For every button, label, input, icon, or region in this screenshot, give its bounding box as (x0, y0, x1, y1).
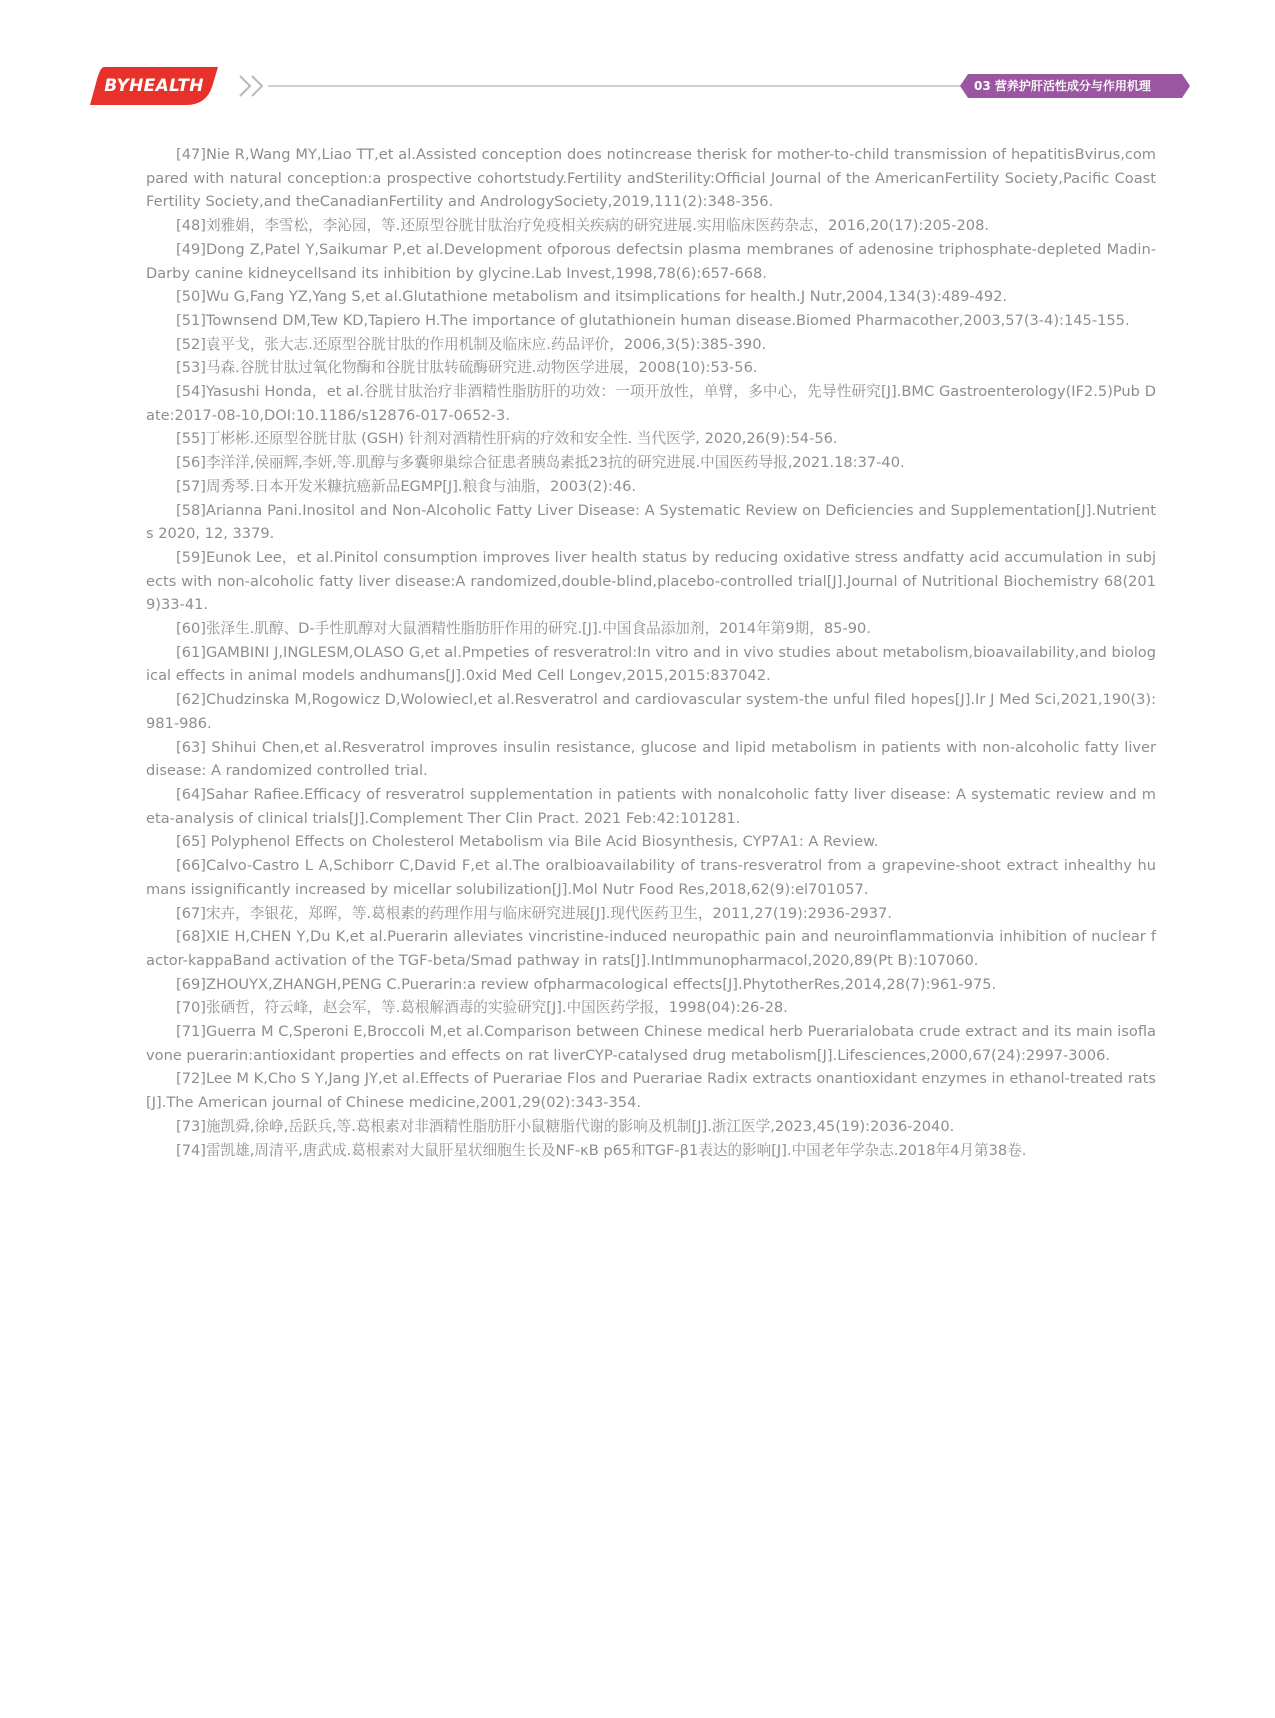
reference-item: [69]ZHOUYX,ZHANGH,PENG C.Puerarin:a review ofpharmacological effects[J].PhytotherRes,2014,28(7):961-975. (176, 975, 997, 993)
section-tag-label: 03 营养护肝活性成分与作用机理 (974, 79, 1151, 93)
reference-item: [72]Lee M K,Cho S Y,Jang JY,et al.Effects of Puerariae Flos and Puerariae Radix extracts onantioxidant enzymes in ethanol-treated rats[J].The American journal of Chinese medicine,2001,29(02):343-354. (146, 1070, 1156, 1112)
reference-item: [65] Polyphenol Effects on Cholesterol Metabolism via Bile Acid Biosynthesis, CYP7A1: A Review. (176, 833, 879, 851)
reference-item: [63] Shihui Chen,et al.Resveratrol improves insulin resistance, glucose and lipid metabolism in patients with non-alcoholic fatty liver disease: A randomized controlled trial. (146, 738, 1156, 780)
reference-item: [47]Nie R,Wang MY,Liao TT,et al.Assisted conception does notincrease therisk for mother-to-child transmission of hepatitisBvirus,compared with natural conception:a prospective cohortstudy.Fertility andSterility:Official Journal of the AmericanFertility Society,Pacific Coast Fertility Society,and theCanadianFertility and AndrologySociety,2019,111(2):348-356. (146, 146, 1156, 211)
reference-list (146, 143, 1156, 1162)
reference-item: [74]雷凯雄,周清平,唐武成.葛根素对大鼠肝星状细胞生长及NF-κB p65和TGF-β1表达的影响[J].中国老年学杂志.2018年4月第38卷. (176, 1141, 1027, 1159)
reference-item: [58]Arianna Pani.Inositol and Non-Alcoholic Fatty Liver Disease: A Systematic Review on Deficiencies and Supplementation[J].Nutrients 2020, 12, 3379. (146, 501, 1156, 543)
reference-item: [61]GAMBINI J,INGLESM,OLASO G,et al.Pmpeties of resveratrol:In vitro and in vivo studies about metabolism,bioavailability,and biological effects in animal models andhumans[J].0xid Med Cell Longev,2015,2015:837042. (146, 643, 1156, 685)
reference-item: [60]张泽生.肌醇、D-手性肌醇对大鼠酒精性脂肪肝作用的研究.[J].中国食品添加剂，2014年第9期，85-90. (176, 620, 871, 638)
reference-item: [53]马森.谷胱甘肽过氧化物酶和谷胱甘肽转硫酶研究进.动物医学进展，2008(10):53-56. (176, 359, 758, 377)
logo-text: BYHEALTH (104, 76, 204, 96)
reference-item: [73]施凯舜,徐峥,岳跃兵,等.葛根素对非酒精性脂肪肝小鼠糖脂代谢的影响及机制[J].浙江医学,2023,45(19):2036-2040. (176, 1117, 955, 1135)
reference-item: [55]丁彬彬.还原型谷胱甘肽 (GSH) 针剂对酒精性肝病的疗效和安全性. 当代医学, 2020,26(9):54-56. (176, 430, 838, 448)
reference-item: [48]刘雅娟，李雪松，李沁园，等.还原型谷胱甘肽治疗免疫相关疾病的研究进展.实用临床医药杂志，2016,20(17):205-208. (176, 217, 990, 235)
reference-item: [56]李洋洋,侯丽辉,李妍,等.肌醇与多囊卵巢综合征患者胰岛素抵23抗的研究进展.中国医药导报,2021.18:37-40. (176, 454, 905, 472)
section-tag (960, 74, 1190, 98)
reference-item: [67]宋卉，李银花，郑晖，等.葛根素的药理作用与临床研究进展[J].现代医药卫生，2011,27(19):2936-2937. (176, 904, 892, 922)
reference-item: [68]XIE H,CHEN Y,Du K,et al.Puerarin alleviates vincristine-induced neuropathic pain and neuroinflammationvia inhibition of nuclear factor-kappaBand activation of the TGF-beta/Smad pathway in rats[J].IntImmunopharmacol,2020,89(Pt B):107060. (146, 928, 1156, 969)
reference-item: [64]Sahar Rafiee.Efficacy of resveratrol supplementation in patients with nonalcoholic fatty liver disease: A systematic review and meta-analysis of clinical trials[J].Complement Ther Clin Pract. 2021 Feb:42:101281. (146, 785, 1156, 827)
reference-item: [50]Wu G,Fang YZ,Yang S,et al.Glutathione metabolism and itsimplications for health.J Nutr,2004,134(3):489-492. (176, 288, 1008, 306)
page-header (0, 0, 1275, 130)
reference-item: [71]Guerra M C,Speroni E,Broccoli M,et al.Comparison between Chinese medical herb Puerarialobata crude extract and its main isoflavone puerarin:antioxidant properties and effects on rat liverCYP-catalysed drug metabolism[J].Lifesciences,2000,67(24):2997-3006. (146, 1023, 1156, 1064)
reference-item: [49]Dong Z,Patel Y,Saikumar P,et al.Development ofporous defectsin plasma membranes of adenosine triphosphate-depleted Madin-Darby canine kidneycellsand its inhibition by glycine.Lab Invest,1998,78(6):657-668. (146, 240, 1156, 282)
reference-item: [51]Townsend DM,Tew KD,Tapiero H.The importance of glutathionein human disease.Biomed Pharmacother,2003,57(3-4):145-155. (176, 311, 1130, 329)
reference-item: [54]Yasushi Honda，et al.谷胱甘肽治疗非酒精性脂肪肝的功效：一项开放性，单臂，多中心，先导性研究[J].BMC Gastroenterology(IF2.5)Pub Date:2017-08-10,DOI:10.1186/s12876-017-0652-3. (146, 383, 1156, 424)
reference-item: [62]Chudzinska M,Rogowicz D,Wolowiecl,et al.Resveratrol and cardiovascular system-the unful filed hopes[J].Ir J Med Sci,2021,190(3):981-986. (146, 691, 1156, 732)
reference-item: [57]周秀琴.日本开发米糠抗癌新品EGMP[J].粮食与油脂，2003(2):46. (176, 477, 637, 495)
double-chevron-right-icon (238, 74, 270, 98)
reference-item: [52]袁平戈，张大志.还原型谷胱甘肽的作用机制及临床应.药品评价，2006,3(5):385-390. (176, 335, 767, 353)
reference-item: [66]Calvo-Castro L A,Schiborr C,David F,et al.The oralbioavailability of trans-resveratrol from a grapevine-shoot extract inhealthy humans issignificantly increased by micellar solubilization[J].Mol Nutr Food Res,2018,62(9):el701057. (146, 857, 1156, 898)
reference-item: [70]张硒哲，符云峰，赵会军，等.葛根解酒毒的实验研究[J].中国医药学报，1998(04):26-28. (176, 999, 788, 1017)
reference-item: [59]Eunok Lee，et al.Pinitol consumption improves liver health status by reducing oxidative stress andfatty acid accumulation in subjects with non-alcoholic fatty liver disease:A randomized,double-blind,placebo-controlled trial[J].Journal of Nutritional Biochemistry 68(2019)33-41. (146, 548, 1156, 614)
header-divider-line (268, 85, 968, 87)
byhealth-logo (90, 67, 218, 105)
